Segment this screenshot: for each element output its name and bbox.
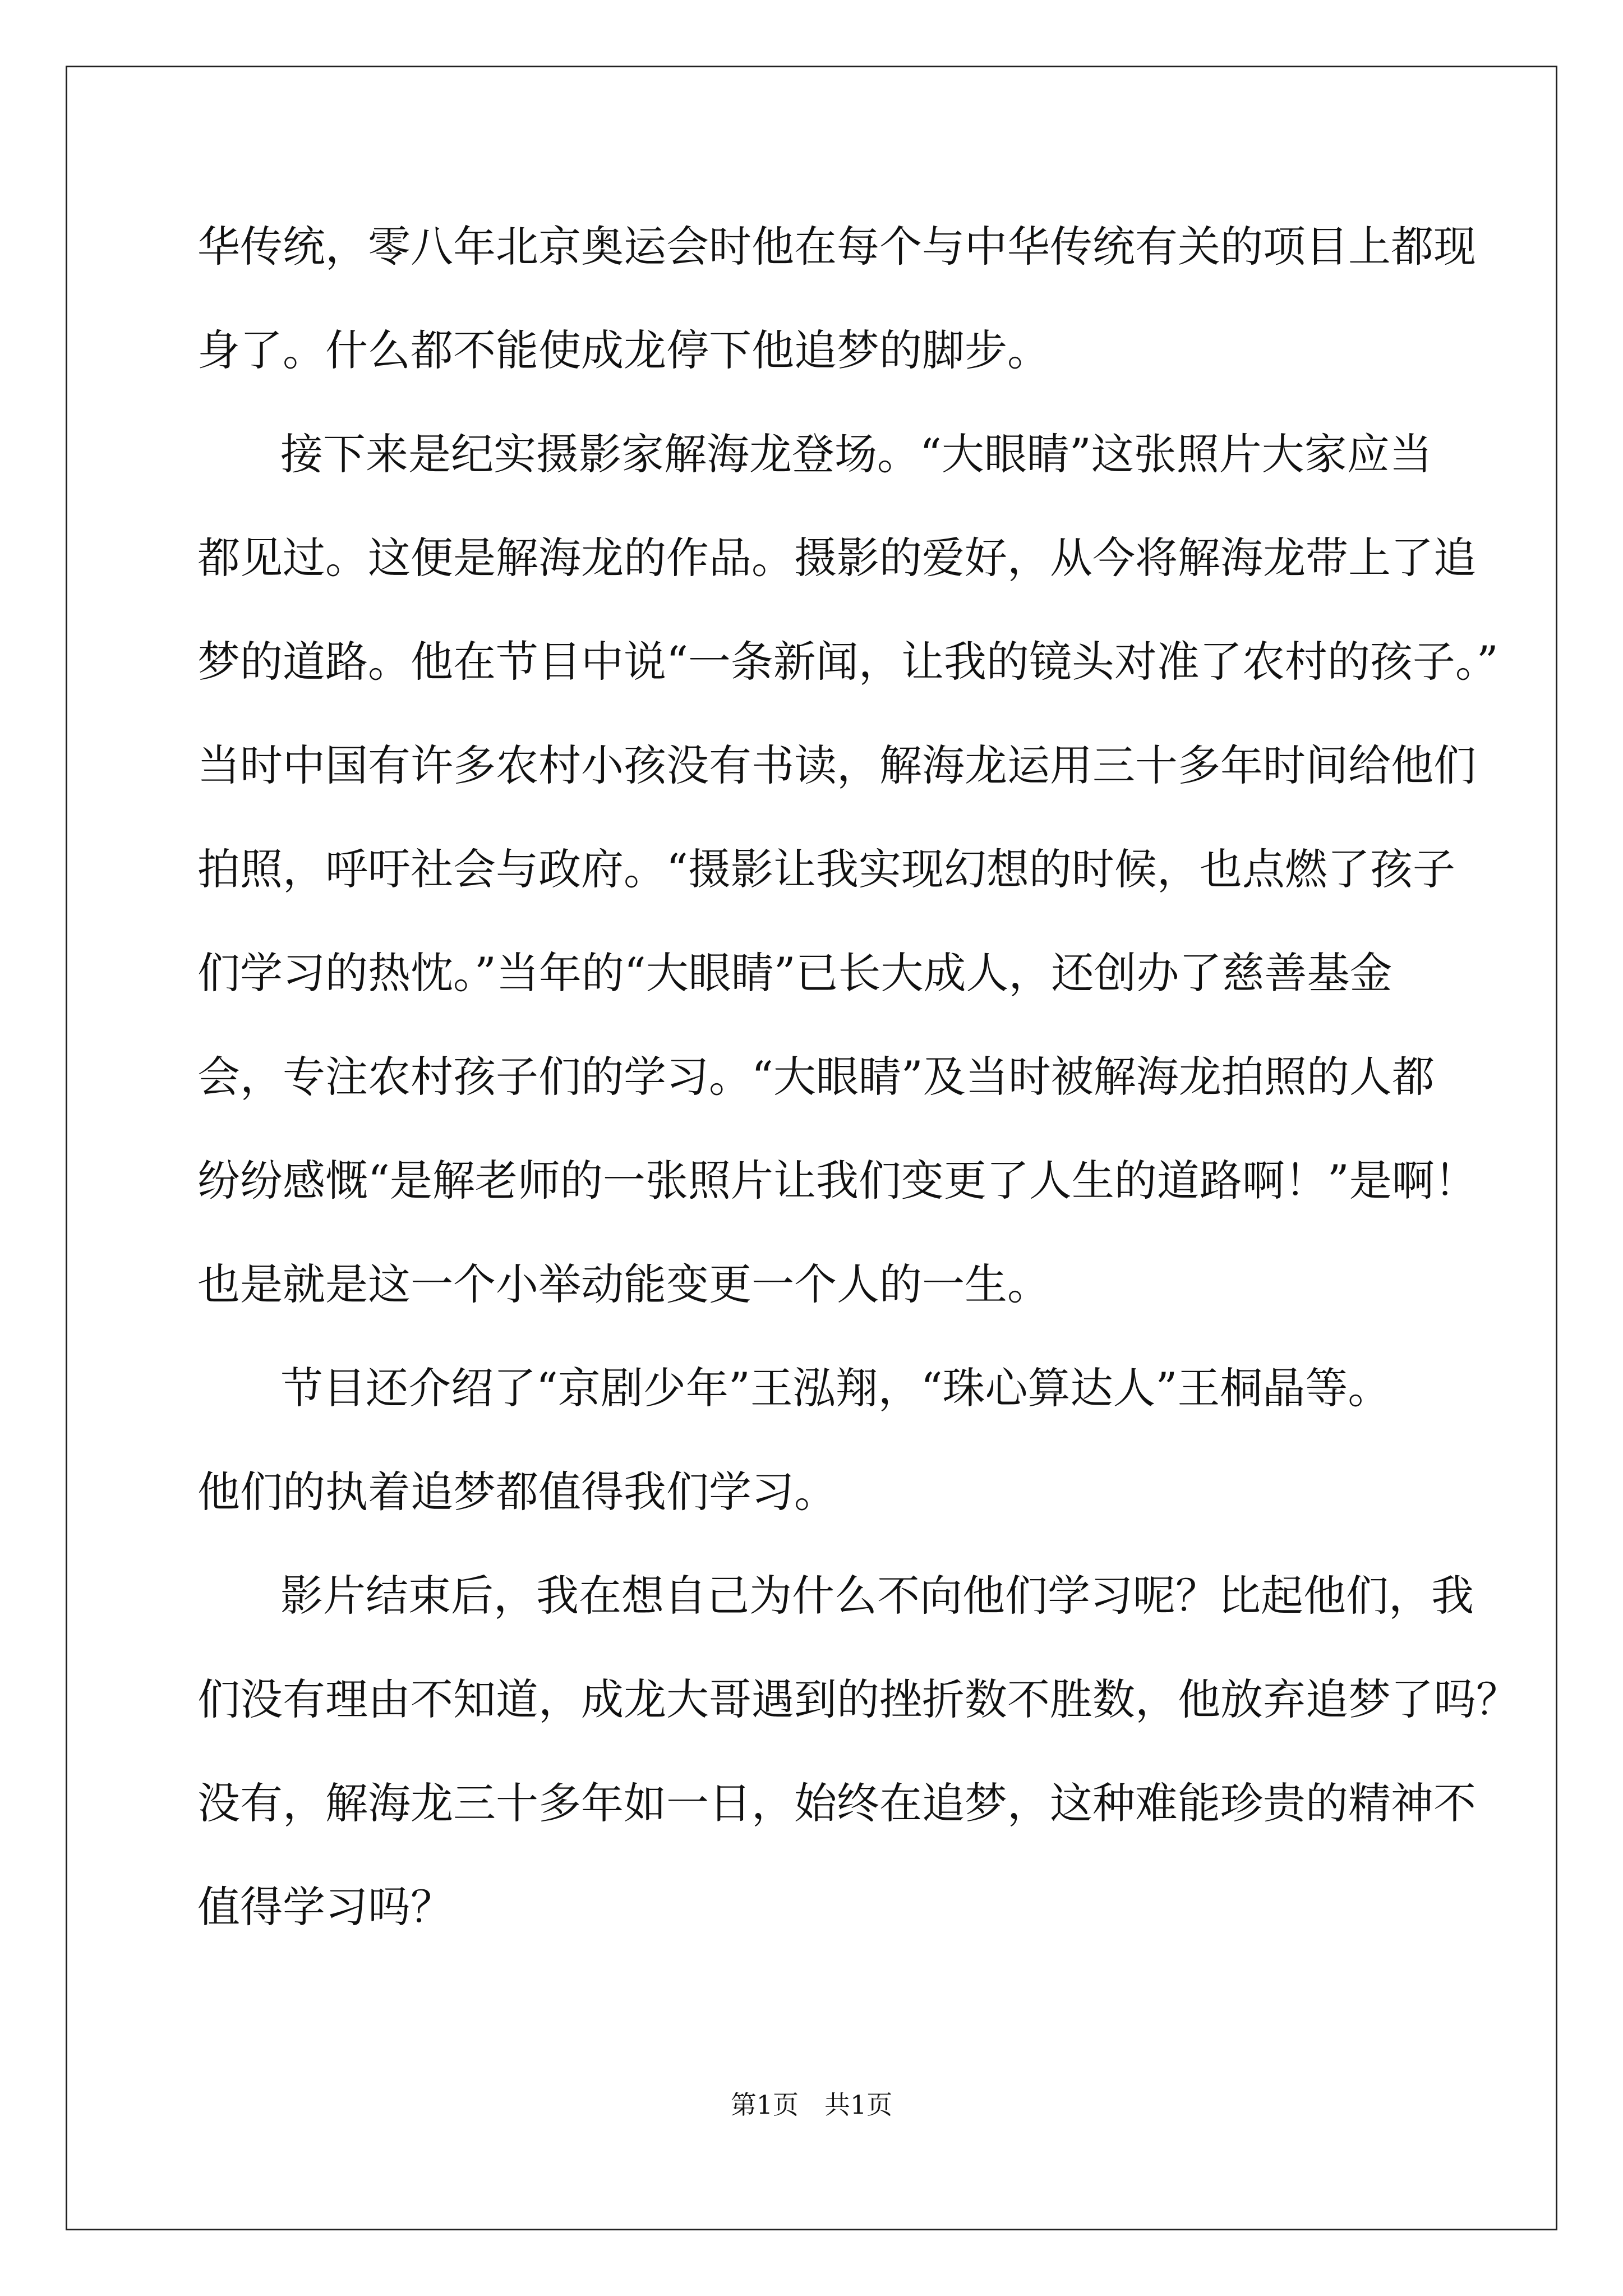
text-line: 没有，解海龙三十多年如一日，始终在追梦，这种难能珍贵的精神不	[197, 1778, 1476, 1828]
paragraph-start-line: 节目还介绍了“京剧少年”王泓翔，“珠心算达人”王桐晶等。	[280, 1363, 1391, 1413]
text-line: 也是就是这一个小举动能变更一个人的一生。	[197, 1259, 1050, 1309]
text-line: 值得学习吗？	[197, 1882, 453, 1932]
text-line: 纷纷感慨“是解老师的一张照片让我们变更了人生的道路啊！”是啊！	[197, 1156, 1477, 1205]
text-line: 他们的执着追梦都值得我们学习。	[197, 1467, 837, 1517]
paragraph-start-line: 影片结束后，我在想自己为什么不向他们学习呢？比起他们，我	[280, 1571, 1474, 1621]
text-line: 拍照，呼吁社会与政府。“摄影让我实现幻想的时候，也点燃了孩子	[197, 844, 1455, 894]
text-line: 当时中国有许多农村小孩没有书读，解海龙运用三十多年时间给他们	[197, 740, 1476, 790]
text-line: 梦的道路。他在节目中说“一条新闻，让我的镜头对准了农村的孩子。”	[197, 637, 1498, 687]
text-line: 都见过。这便是解海龙的作品。摄影的爱好，从今将解海龙带上了追	[197, 533, 1476, 583]
text-line: 华传统，零八年北京奥运会时他在每个与中华传统有关的项目上都现	[197, 222, 1476, 272]
text-line: 们学习的热忱。”当年的“大眼睛”已长大成人，还创办了慈善基金	[197, 948, 1393, 998]
text-line: 身了。什么都不能使成龙停下他追梦的脚步。	[197, 325, 1050, 375]
text-line: 会，专注农村孩子们的学习。“大眼睛”及当时被解海龙拍照的人都	[197, 1052, 1435, 1102]
page-number-footer: 第1页 共1页	[730, 2090, 893, 2120]
text-line: 们没有理由不知道，成龙大哥遇到的挫折数不胜数，他放弃追梦了吗？	[197, 1674, 1519, 1724]
paragraph-start-line: 接下来是纪实摄影家解海龙登场。“大眼睛”这张照片大家应当	[280, 429, 1432, 479]
